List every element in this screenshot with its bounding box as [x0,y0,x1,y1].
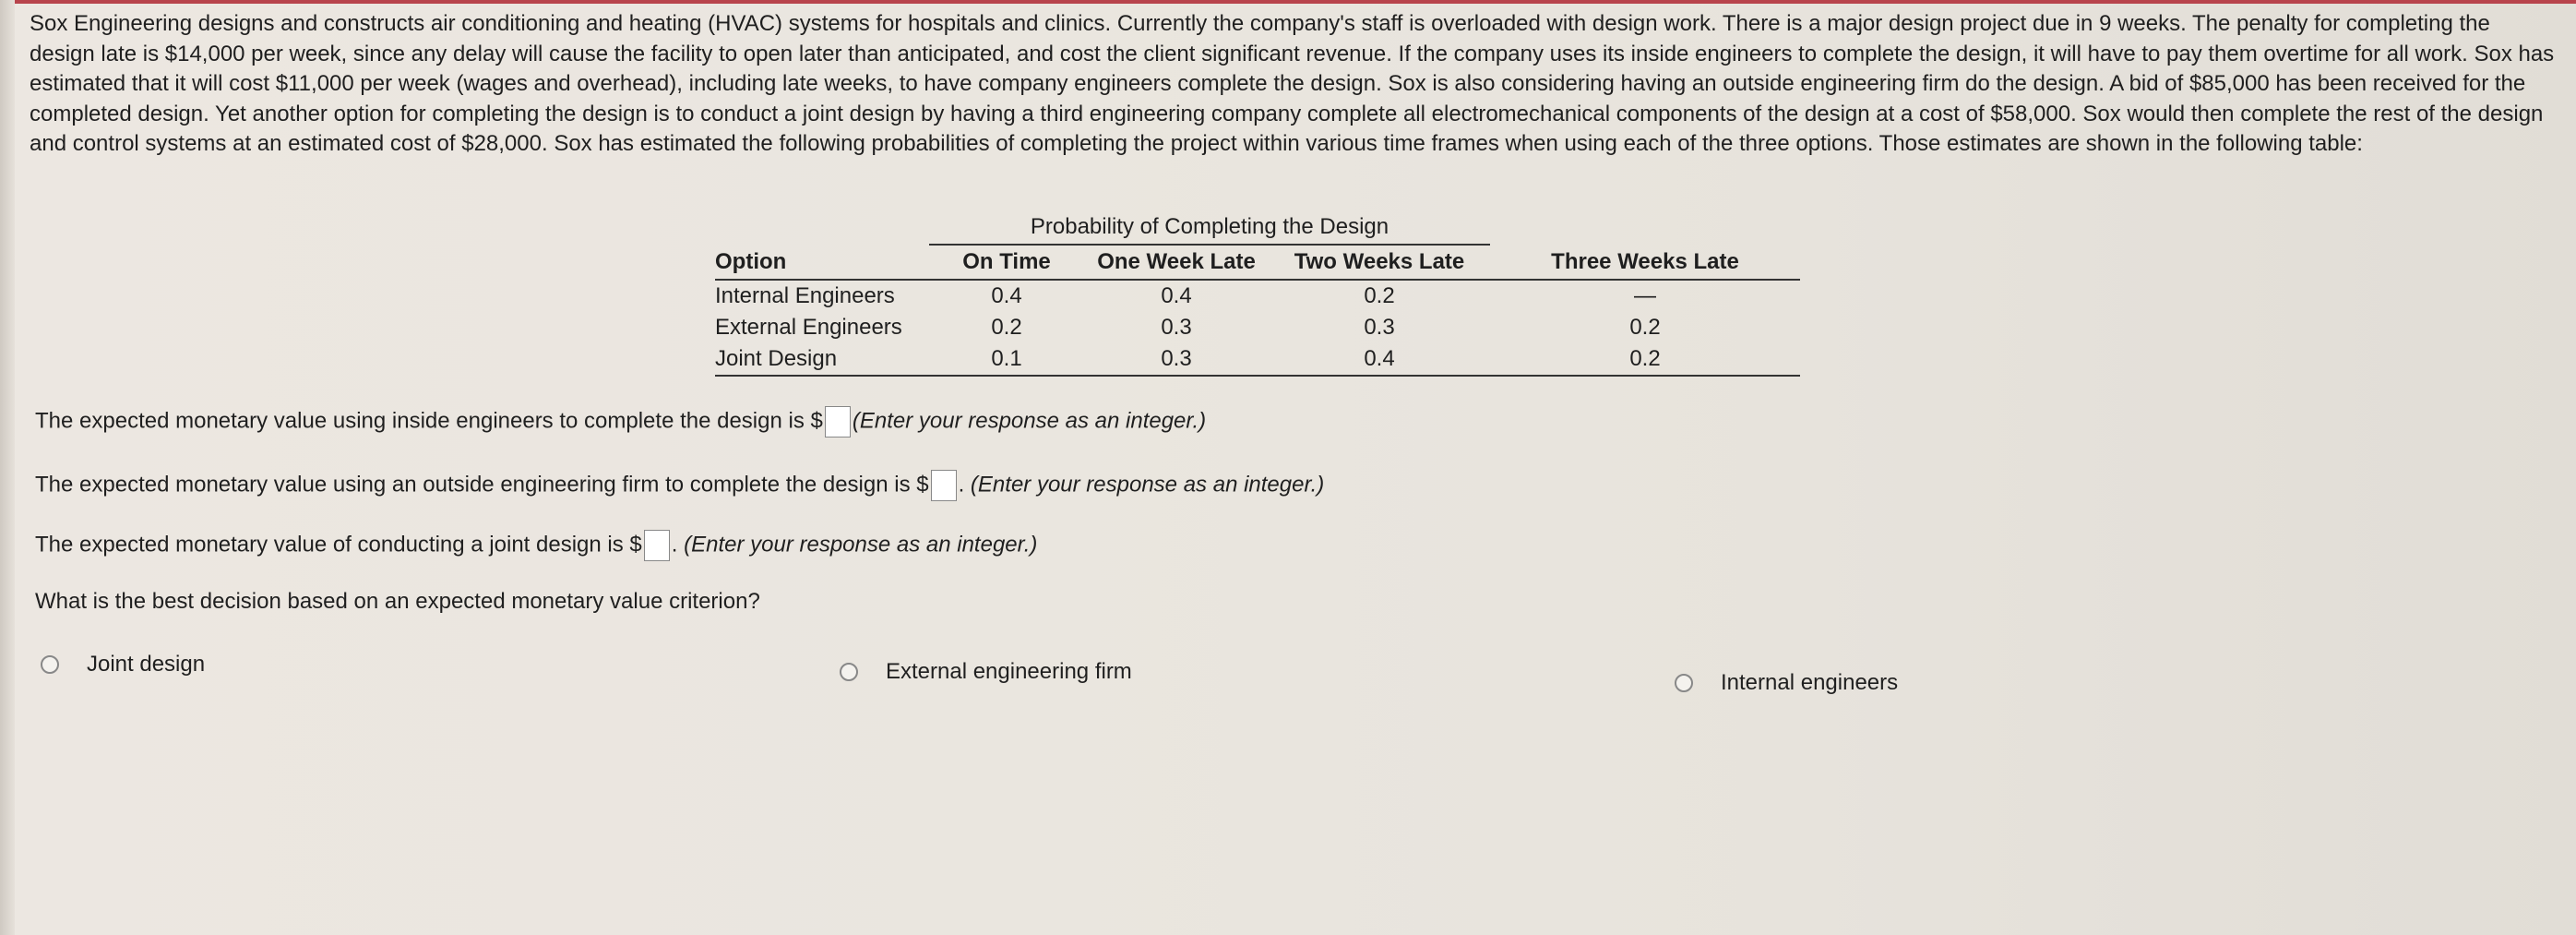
table-cell: 0.3 [1084,343,1269,376]
table-cell: 0.3 [1364,315,1395,340]
choice-label: Joint design [87,652,206,677]
hint-text: (Enter your response as an integer.) [684,532,1038,557]
choice-label: Internal engineers [1721,670,1899,695]
answer-input-inside[interactable] [825,406,851,438]
question-joint-design: The expected monetary value of conducting a joint design is $ . (Enter your response as an integer.) [35,530,1037,561]
table-cell: Joint Design [715,343,929,376]
question-text: The expected monetary value using an outside engineering firm to complete the design is $ [35,472,929,497]
table-cell: 0.1 [929,343,1084,376]
question-outside-firm: The expected monetary value using an outside engineering firm to complete the design is $ . (Enter your response as an integer.) [35,470,1324,501]
radio-button[interactable] [1675,674,1693,692]
radio-button[interactable] [840,663,858,681]
column-header: Two Weeks Late [1269,245,1490,280]
column-header: On Time [929,245,1084,280]
table-cell: 0.2 [1629,315,1661,340]
column-header: One Week Late [1084,245,1269,280]
probability-table [715,209,1800,377]
hint-text: (Enter your response as an integer.) [970,472,1325,497]
answer-input-outside[interactable] [931,470,957,501]
table-cell: — [1634,283,1656,308]
question-text: The expected monetary value using inside engineers to complete the design is $ [35,408,823,434]
table-cell: 0.4 [1161,283,1192,308]
table-cell: 0.2 [991,315,1022,340]
table-cell: 0.4 [991,283,1022,308]
table-cell: 0.4 [1269,343,1490,376]
top-accent-bar [0,0,2576,4]
choice-external-firm[interactable] [840,659,1132,685]
problem-statement: Sox Engineering designs and constructs air conditioning and heating (HVAC) systems for hospitals and clinics. Currently the company's staff is overloaded with design work. There is a major design project due in 9 weeks. The penalty for completing the design late is $14,000 per week, since any delay will cause the facility to open later than anticipated, and cost the client significant revenue. If the company uses its inside engineers to complete the design, it will have to pay them overtime for all work. Sox has estimated that it will cost $11,000 per week (wages and overhead), including late weeks, to have company engineers complete the design. Sox is also considering having an outside engineering firm do the design. A bid of $85,000 has been received for the completed design. Yet another option for completing the design is to conduct a joint design by having a third engineering company complete all electromechanical components of the design at a cost of $58,000. Sox would then complete the rest of the design and control systems at an estimated cost of $28,000. Sox has estimated the following probabilities of completing the project within various time frames when using each of the three options. Those estimates are shown in the following table: [30,11,2555,156]
column-header: Option [715,245,929,280]
table-cell: 0.2 [1490,343,1800,376]
table-cell: External Engineers [715,315,902,340]
question-content [30,9,2558,160]
choice-internal-engineers[interactable] [1675,670,1898,696]
table-cell: 0.2 [1364,283,1395,308]
table-cell: Internal Engineers [715,283,895,308]
table-row [715,343,1800,376]
table-row [715,312,1800,343]
radio-button[interactable] [41,655,59,674]
choice-label: External engineering firm [886,659,1132,684]
answer-input-joint[interactable] [644,530,670,561]
column-header: Three Weeks Late [1490,245,1800,280]
question-text: The expected monetary value of conducting a joint design is $ [35,532,642,557]
table-row [715,280,1800,312]
choice-joint-design[interactable] [41,652,205,677]
left-edge [0,0,15,935]
question-best-decision: What is the best decision based on an expected monetary value criterion? [35,589,760,614]
question-inside-engineers [35,406,1206,438]
hint-text: (Enter your response as an integer.) [852,408,1207,434]
table-cell: 0.3 [1161,315,1192,340]
table-super-header: Probability of Completing the Design [929,209,1490,245]
